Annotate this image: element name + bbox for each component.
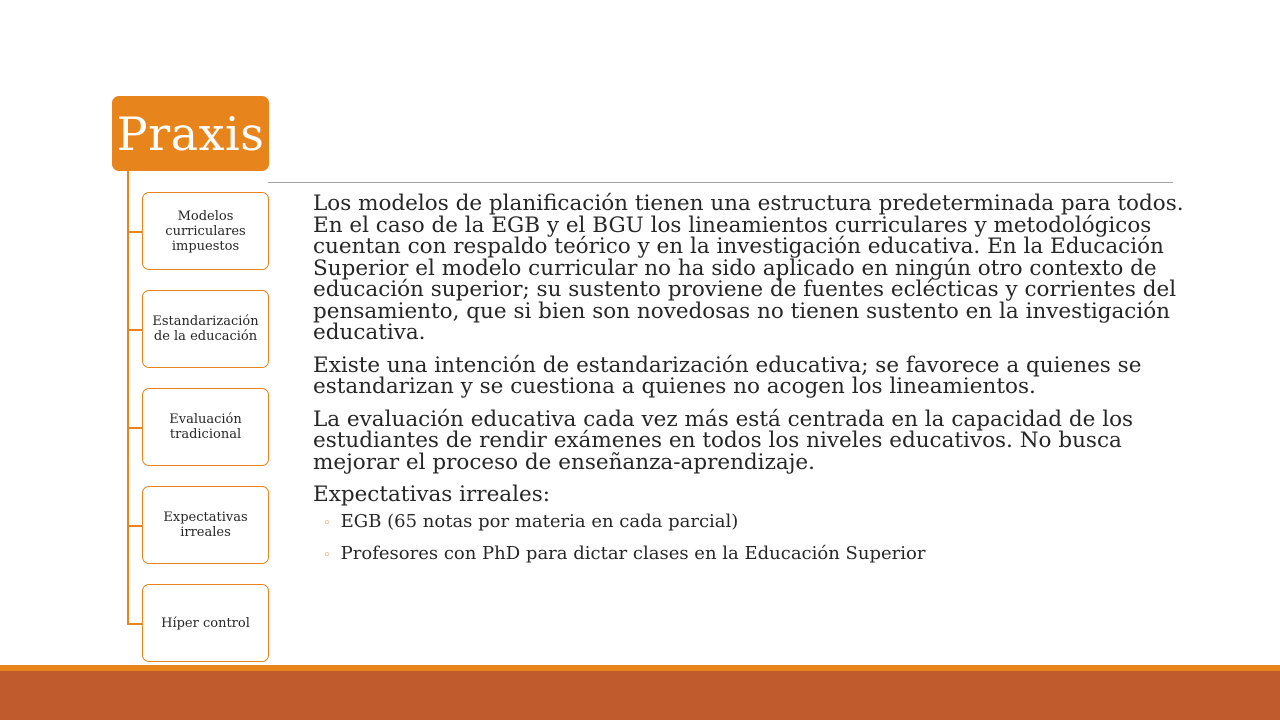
diagram-connector-branch <box>127 329 143 331</box>
paragraph-estandarizacion: Existe una intención de estandarización educativa; se favorece a quienes se estandarizan y se cuestiona a quienes no acogen los lineamientos. <box>313 352 1142 399</box>
diagram-connector-branch <box>127 623 143 625</box>
diagram-connector-branch <box>127 525 143 527</box>
title-divider <box>268 182 1173 183</box>
bullet-circle-icon: ◦ <box>323 516 331 531</box>
diagram-root-praxis <box>112 96 269 171</box>
diagram-connector-trunk <box>127 171 129 624</box>
diagram-node-expectativas-irreales <box>142 486 269 564</box>
bullet-item <box>323 510 1193 536</box>
bullet-text: EGB (65 notas por materia en cada parcial) <box>340 511 739 532</box>
bullet-item <box>323 542 1193 568</box>
diagram-root-label: Praxis <box>116 106 265 161</box>
diagram-connector-branch <box>127 427 143 429</box>
expectations-heading: Expectativas irreales: <box>313 482 551 507</box>
diagram-node-label: Evaluación tradicional <box>169 412 242 442</box>
bullet-circle-icon: ◦ <box>323 548 331 563</box>
diagram-node-label: Expectativas irreales <box>163 510 248 540</box>
diagram-node-label: Híper control <box>161 615 250 631</box>
diagram-node-modelos-curriculares <box>142 192 269 270</box>
bullet-text: Profesores con PhD para dictar clases en la Educación Superior <box>340 543 926 564</box>
paragraph-evaluacion: La evaluación educativa cada vez más está centrada en la capacidad de los estudiantes de rendir exámenes en todos los niveles educativos. No busca mejorar el proceso de enseñanza-aprendizaje. <box>313 406 1134 475</box>
diagram-node-label: Estandarización de la educación <box>152 314 259 344</box>
diagram-node-label: Modelos curriculares impuestos <box>165 208 246 254</box>
footer-bar <box>0 671 1280 720</box>
diagram-node-hiper-control <box>142 584 269 662</box>
paragraph-planificacion: Los modelos de planificación tienen una estructura predeterminada para todos. En el caso de la EGB y el BGU los lineamientos curriculares y metodológicos cuentan con respaldo teórico y en la investigación educativa. En la Educación Superior el modelo curricular no ha sido aplicado en ningún otro contexto de educación superior; su sustento proviene de fuentes eclécticas y corrientes del pensamiento, que si bien son novedosas no tienen sustento en la investigación educativa. <box>313 191 1184 345</box>
diagram-node-evaluacion-tradicional <box>142 388 269 466</box>
diagram-connector-branch <box>127 231 143 233</box>
diagram-node-estandarizacion <box>142 290 269 368</box>
slide-body <box>313 193 1193 574</box>
